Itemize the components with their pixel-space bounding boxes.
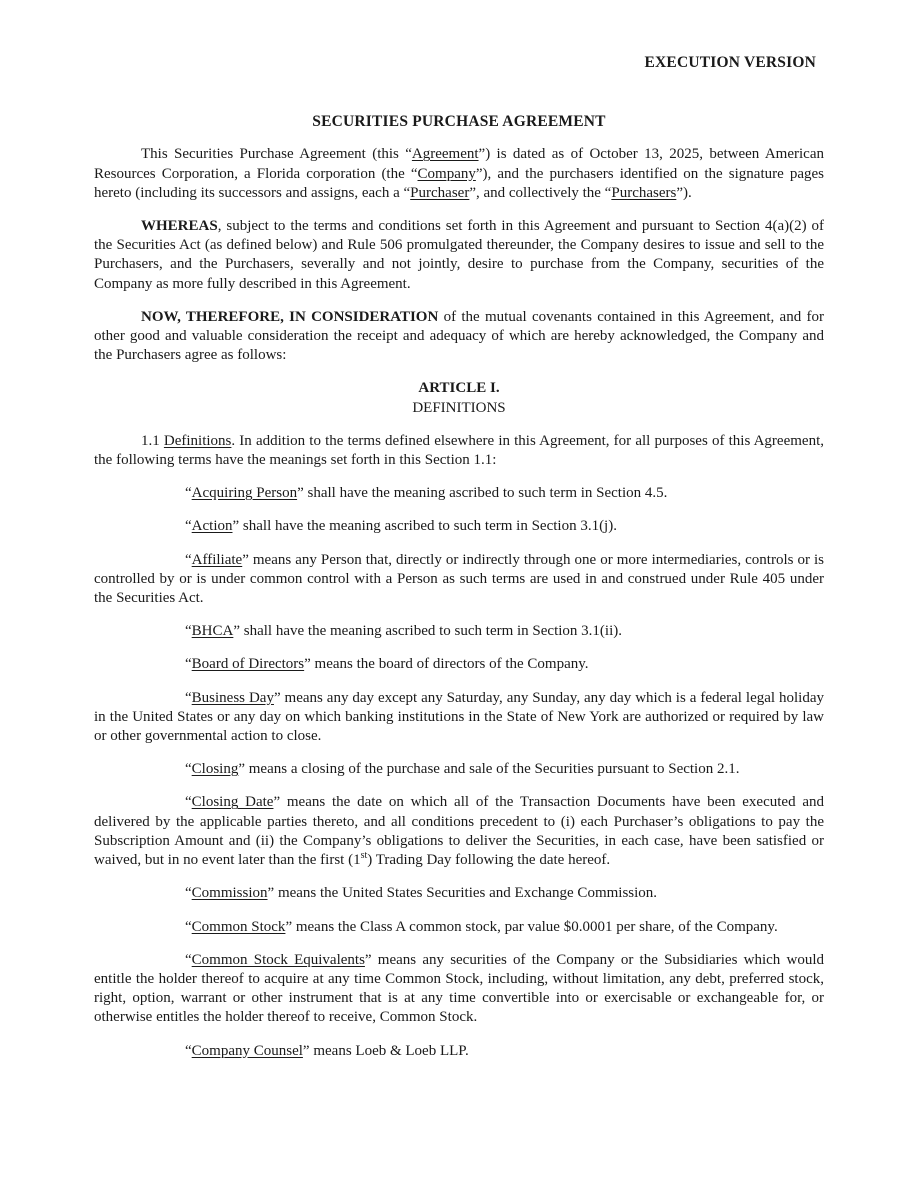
defined-term: Common Stock bbox=[191, 918, 286, 935]
document-title: SECURITIES PURCHASE AGREEMENT bbox=[312, 113, 606, 131]
defined-term: Agreement bbox=[411, 146, 479, 163]
text-run: “ bbox=[185, 951, 192, 968]
definition-company-counsel bbox=[94, 1042, 824, 1061]
defined-term: Closing bbox=[191, 761, 239, 778]
article-1-heading bbox=[94, 379, 824, 398]
defined-term: Business Day bbox=[191, 689, 274, 706]
definition-bhca bbox=[94, 622, 824, 641]
text-run: ” means the board of directors of the Company. bbox=[304, 656, 589, 673]
defined-term: Common Stock Equivalents bbox=[191, 951, 365, 968]
text-run: ) Trading Day following the date hereof. bbox=[367, 852, 611, 869]
text-run: ” means any day except any Saturday, any Sunday, any day which is a federal legal holiday in the United States or any day on which banking institutions in the State of New York are authorized or required by law or other governmental action to close. bbox=[94, 689, 824, 745]
text-run: “ bbox=[185, 761, 192, 778]
text-run: “ bbox=[185, 689, 192, 706]
defined-term: Board of Directors bbox=[191, 656, 305, 673]
intro-paragraph bbox=[94, 145, 824, 203]
definition-acquiring-person bbox=[94, 484, 824, 503]
text-run: ” means the United States Securities and Exchange Commission. bbox=[267, 885, 658, 902]
text-run: of the mutual covenants contained in this Agreement, and for other good and valuable consideration the receipt and adequacy of which are hereby acknowledged, the Company and the Purchasers agree as follows: bbox=[94, 308, 824, 364]
execution-version-label: EXECUTION VERSION bbox=[644, 54, 816, 71]
text-run: ”) is dated as of October 13, 2025, between American Resources Corporation, a Florida corporation (the “ bbox=[94, 146, 824, 182]
definition-board-of-directors bbox=[94, 655, 824, 674]
text-run: “ bbox=[185, 656, 192, 673]
now-therefore-paragraph bbox=[94, 308, 824, 366]
text-run: ”, and collectively the “ bbox=[469, 184, 612, 201]
text-run: “ bbox=[185, 1042, 192, 1059]
defined-term: Acquiring Person bbox=[191, 485, 298, 502]
text-run: This Securities Purchase Agreement (this “ bbox=[141, 146, 412, 163]
definition-closing bbox=[94, 760, 824, 779]
text-run: ” means any securities of the Company or the Subsidiaries which would entitle the holder thereof to acquire at any time Common Stock, including, without limitation, any debt, preferred stock, right, option, warrant or other instrument that is at any time convertible into or exercisable or exchangeable for, or otherwise entitles the holder thereof to receive, Common Stock. bbox=[94, 951, 824, 1026]
defined-term: Definitions bbox=[163, 432, 232, 449]
text-run: st bbox=[360, 850, 368, 862]
text-run: “ bbox=[185, 623, 192, 640]
whereas-paragraph bbox=[94, 217, 824, 294]
text-run: ”). bbox=[676, 184, 692, 201]
document-body bbox=[94, 145, 824, 1060]
definition-business-day bbox=[94, 689, 824, 747]
definition-closing-date bbox=[94, 793, 824, 870]
definition-common-stock bbox=[94, 918, 824, 937]
emphasis-text: ARTICLE I. bbox=[418, 380, 500, 397]
text-run: “ bbox=[185, 918, 192, 935]
defined-term: Action bbox=[191, 518, 233, 535]
text-run: ” shall have the meaning ascribed to such term in Section 3.1(ii). bbox=[233, 623, 622, 640]
defined-term: Company bbox=[417, 165, 476, 182]
defined-term: Affiliate bbox=[191, 551, 243, 568]
text-run: “ bbox=[185, 551, 192, 568]
text-run: ” means a closing of the purchase and sale of the Securities pursuant to Section 2.1. bbox=[238, 761, 740, 778]
text-run: . In addition to the terms defined elsewhere in this Agreement, for all purposes of this Agreement, the following terms have the meanings set forth in this Section 1.1: bbox=[94, 432, 824, 469]
definition-action bbox=[94, 517, 824, 536]
text-run: DEFINITIONS bbox=[412, 399, 506, 416]
emphasis-text: NOW, THEREFORE, IN CONSIDERATION bbox=[141, 308, 439, 325]
defined-term: Purchaser bbox=[410, 184, 470, 201]
defined-term: Company Counsel bbox=[191, 1042, 303, 1059]
definition-affiliate bbox=[94, 551, 824, 609]
text-run: ” shall have the meaning ascribed to such term in Section 4.5. bbox=[297, 485, 668, 502]
text-run: ” means any Person that, directly or indirectly through one or more intermediaries, controls or is controlled by or is under common control with a Person as such terms are used in and construed under Rule 405 under the Securities Act. bbox=[94, 551, 824, 607]
text-run: “ bbox=[185, 518, 192, 535]
text-run: ” shall have the meaning ascribed to such term in Section 3.1(j). bbox=[232, 518, 617, 535]
definition-commission bbox=[94, 884, 824, 903]
defined-term: Closing Date bbox=[191, 794, 274, 811]
text-run: “ bbox=[185, 794, 192, 811]
defined-term: Commission bbox=[191, 885, 268, 902]
text-run: ”), and the purchasers identified on the signature pages hereto (including its successors and assigns, each a “ bbox=[94, 165, 825, 201]
emphasis-text: WHEREAS bbox=[141, 218, 218, 235]
defined-term: BHCA bbox=[191, 623, 234, 640]
text-run: “ bbox=[185, 885, 192, 902]
text-run: “ bbox=[185, 485, 192, 502]
defined-term: Purchasers bbox=[611, 184, 677, 201]
text-run: 1.1 bbox=[141, 432, 164, 449]
text-run: ” means the date on which all of the Transaction Documents have been executed and delivered by the applicable parties thereto, and all conditions precedent to (i) each Purchaser’s obligations to pay the Subscription Amount and (ii) the Company’s obligations to deliver the Securities, in each case, have been satisfied or waived, but in no event later than the first (1 bbox=[94, 794, 825, 869]
definition-common-stock-equivalents bbox=[94, 951, 824, 1028]
text-run: , subject to the terms and conditions set forth in this Agreement and pursuant to Section 4(a)(2) of the Securities Act (as defined below) and Rule 506 promulgated thereunder, the Company desires to issue and sell to the Purchasers, and the Purchasers, severally and not jointly, desire to purchase from the Company, securities of the Company as more fully described in this Agreement. bbox=[94, 218, 824, 292]
article-1-subheading bbox=[94, 399, 824, 418]
text-run: ” means Loeb & Loeb LLP. bbox=[302, 1042, 469, 1059]
definitions-intro-paragraph bbox=[94, 432, 824, 470]
text-run: ” means the Class A common stock, par value $0.0001 per share, of the Company. bbox=[285, 918, 778, 935]
